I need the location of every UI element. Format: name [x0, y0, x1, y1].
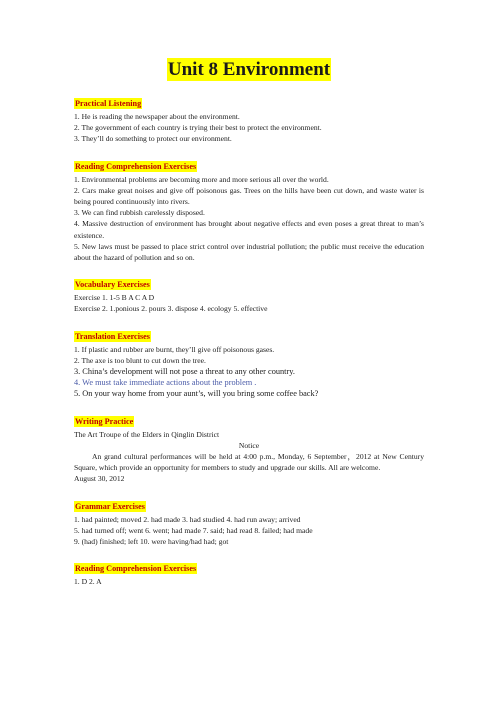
title-wrap — [74, 58, 424, 81]
notice-body: An grand cultural performances will be held at 4:00 p.m., Monday, 6 September，2012 at New Century Square, which provide an opportunity for members to study and upgrade our skills. All are welcome. — [74, 452, 424, 473]
section-heading: Reading Comprehension Exercises — [75, 564, 197, 574]
section-heading: Writing Practice — [75, 416, 134, 426]
answer-line: 2. The government of each country is trying their best to protect the environment. — [74, 123, 322, 133]
section-grammar — [74, 496, 424, 548]
answer-line: 3. We can find rubbish carelessly disposed. — [74, 208, 205, 218]
answer-line: 2. The axe is too blunt to cut down the tree. — [74, 355, 206, 365]
answer-line: 3. They’ll do something to protect our environment. — [74, 134, 232, 144]
answer-line: 1. Environmental problems are becoming more and more serious all over the world. — [74, 174, 329, 184]
section-heading: Reading Comprehension Exercises — [75, 161, 197, 171]
notice-title: Notice — [238, 440, 260, 450]
answer-line: 3. China’s development will not pose a threat to any other country. — [74, 367, 295, 377]
notice-organization: The Art Troupe of the Elders in Qinglin District — [74, 429, 220, 439]
answer-line: 4. We must take immediate actions about the problem . — [74, 378, 257, 388]
section-vocabulary — [74, 274, 424, 314]
section-heading: Grammar Exercises — [75, 501, 145, 511]
answer-line: 5. On your way home from your aunt’s, will you bring some coffee back? — [74, 389, 319, 399]
answer-line: 5. New laws must be passed to place strict control over industrial pollution; the public must receive the education about the hazard of pollution and so on. — [74, 241, 424, 263]
section-reading-comprehension-2 — [74, 558, 424, 587]
answer-line: 1. If plastic and rubber are burnt, they’ll give off poisonous gases. — [74, 344, 275, 354]
answer-line: Exercise 2. 1.ponious 2. pours 3. dispose 4. ecology 5. effective — [74, 304, 268, 314]
answer-line: 1. D 2. A — [74, 577, 102, 587]
answer-line: 1. He is reading the newspaper about the environment. — [74, 112, 240, 121]
section-practical-listening — [74, 93, 424, 145]
notice-date: August 30, 2012 — [74, 474, 125, 484]
section-reading-comprehension — [74, 156, 424, 264]
answer-line: 1. had painted; moved 2. had made 3. had studied 4. had run away; arrived — [74, 514, 301, 524]
section-translation — [74, 326, 424, 400]
section-heading: Translation Exercises — [75, 331, 150, 341]
section-writing — [74, 411, 424, 485]
section-heading: Practical Listening — [75, 99, 142, 108]
answer-line: 9. (had) finished; left 10. were having/had had; got — [74, 537, 229, 547]
document-page — [74, 58, 424, 598]
answer-line: 2. Cars make great noises and give off poisonous gas. Trees on the hills have been cut down, and waste water is being poured continuously into rivers. — [74, 185, 424, 207]
page-title: Unit 8 Environment — [167, 59, 331, 80]
answer-line: Exercise 1. 1-5 B A C A D — [74, 293, 155, 303]
answer-line: 4. Massive destruction of environment has brought about negative effects and even poses a great threat to man’s existence. — [74, 219, 424, 240]
section-heading: Vocabulary Exercises — [75, 280, 150, 290]
answer-line: 5. had turned off; went 6. went; had made 7. said; had read 8. failed; had made — [74, 525, 313, 535]
